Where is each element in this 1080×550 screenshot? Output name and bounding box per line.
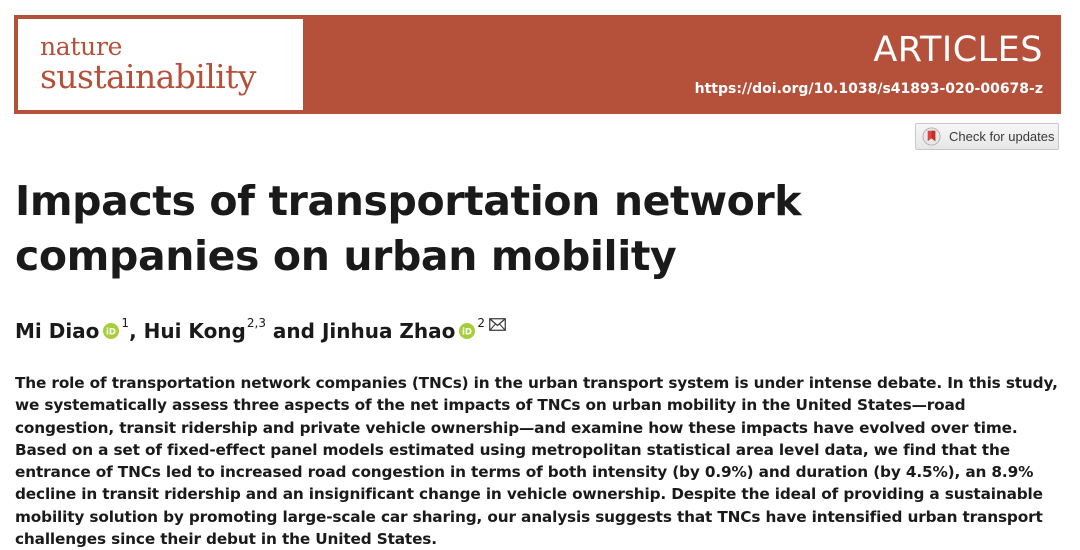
email-icon[interactable] (489, 318, 506, 331)
author-affiliation: 1 (121, 316, 130, 330)
author-affiliation: 2,3 (246, 316, 266, 330)
svg-text:iD: iD (462, 327, 473, 338)
article-abstract: The role of transportation network companies (TNCs) in the urban transport system is under intense debate. In this study, we systematically assess three aspects of the net impacts of TNCs on urban mobility in the United States—road congestion, transit ridership and private vehicle ownership—and examine how these impacts have evolved over time. Based on a set of fixed-effect panel models estimated using metropolitan statistical area level data, we find that the entrance of TNCs led to increased road congestion in terms of both intensity (by 0.9%) and duration (by 4.5%), an 8.9% decline in transit ridership and an insignificant change in vehicle ownership. Despite the ideal of providing a sustainable mobility solution by promoting large-scale car sharing, our analysis suggests that TNCs have intensified urban transport challenges since their debut in the United States. (15, 374, 1058, 549)
doi-link[interactable]: https://doi.org/10.1038/s41893-020-00678-z (694, 81, 1043, 97)
journal-logo-line2: sustainability (40, 57, 256, 96)
svg-text:iD: iD (106, 327, 117, 338)
author-affiliation: 2 (477, 316, 486, 330)
journal-logo-line1: nature (40, 32, 123, 61)
section-label: ARTICLES (873, 30, 1043, 70)
author-name[interactable]: Jinhua Zhao (321, 319, 456, 343)
journal-logo[interactable] (18, 19, 303, 110)
author-separator: , (129, 319, 144, 343)
check-for-updates-label: Check for updates (949, 129, 1055, 144)
author-name[interactable]: Mi Diao (15, 319, 100, 343)
author-list (15, 317, 506, 345)
orcid-icon[interactable] (103, 323, 119, 339)
article-title: Impacts of transportation network companies on urban mobility (15, 177, 802, 280)
crossmark-icon (922, 127, 941, 146)
author-name[interactable]: Hui Kong (143, 319, 246, 343)
journal-banner (14, 15, 1061, 114)
orcid-icon[interactable] (459, 323, 475, 339)
check-for-updates-button[interactable] (915, 123, 1059, 150)
author-separator: and (265, 319, 322, 343)
